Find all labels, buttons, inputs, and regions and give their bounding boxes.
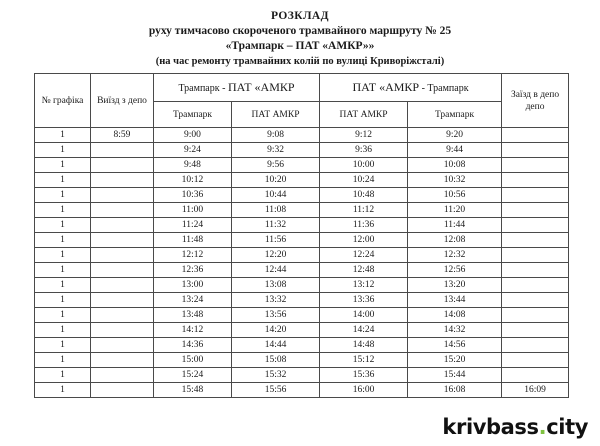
cell-amkr-departure: 12:24: [320, 248, 408, 263]
cell-trampark-arrival: 11:44: [408, 218, 502, 233]
table-row: [35, 353, 569, 368]
schedule-table: [34, 73, 569, 398]
table-row: [35, 323, 569, 338]
table-row: [35, 368, 569, 383]
cell-amkr-arrival: 11:56: [232, 233, 320, 248]
cell-amkr-departure: 10:24: [320, 173, 408, 188]
cell-depot-departure: [91, 383, 154, 398]
cell-amkr-arrival: 14:44: [232, 338, 320, 353]
cell-amkr-arrival: 13:32: [232, 293, 320, 308]
header-sub-amkr-departure: ПАТ АМКР: [320, 102, 408, 128]
cell-amkr-arrival: 10:44: [232, 188, 320, 203]
cell-depot-arrival: [502, 368, 569, 383]
table-row: [35, 338, 569, 353]
table-row: [35, 383, 569, 398]
cell-trampark-departure: 13:48: [154, 308, 232, 323]
cell-amkr-arrival: 12:20: [232, 248, 320, 263]
cell-graph-number: 1: [35, 248, 91, 263]
cell-trampark-arrival: 12:08: [408, 233, 502, 248]
cell-amkr-arrival: 15:32: [232, 368, 320, 383]
cell-amkr-departure: 11:36: [320, 218, 408, 233]
cell-depot-departure: [91, 323, 154, 338]
table-row: [35, 263, 569, 278]
cell-graph-number: 1: [35, 368, 91, 383]
cell-depot-departure: [91, 278, 154, 293]
cell-trampark-departure: 13:00: [154, 278, 232, 293]
cell-trampark-arrival: 10:32: [408, 173, 502, 188]
cell-amkr-departure: 14:00: [320, 308, 408, 323]
cell-depot-departure: [91, 293, 154, 308]
table-row: [35, 143, 569, 158]
cell-amkr-departure: 15:36: [320, 368, 408, 383]
header-group-back-from: ПАТ «АМКР: [352, 79, 420, 94]
cell-depot-arrival: [502, 293, 569, 308]
cell-trampark-arrival: 11:20: [408, 203, 502, 218]
cell-graph-number: 1: [35, 308, 91, 323]
cell-depot-arrival: [502, 248, 569, 263]
cell-amkr-departure: 12:48: [320, 263, 408, 278]
cell-depot-departure: [91, 218, 154, 233]
cell-graph-number: 1: [35, 218, 91, 233]
cell-graph-number: 1: [35, 233, 91, 248]
table-row: [35, 218, 569, 233]
cell-amkr-departure: 16:00: [320, 383, 408, 398]
cell-amkr-arrival: 12:44: [232, 263, 320, 278]
table-body: [35, 128, 569, 398]
cell-depot-departure: [91, 248, 154, 263]
cell-depot-departure: [91, 188, 154, 203]
cell-depot-arrival: [502, 128, 569, 143]
watermark-part-one: krivbass: [442, 415, 539, 439]
cell-trampark-arrival: 14:56: [408, 338, 502, 353]
cell-trampark-departure: 11:00: [154, 203, 232, 218]
cell-depot-departure: [91, 353, 154, 368]
cell-trampark-arrival: 12:32: [408, 248, 502, 263]
cell-graph-number: 1: [35, 353, 91, 368]
cell-depot-arrival: [502, 218, 569, 233]
cell-depot-departure: [91, 368, 154, 383]
cell-graph-number: 1: [35, 278, 91, 293]
cell-amkr-arrival: 9:32: [232, 143, 320, 158]
cell-trampark-departure: 14:12: [154, 323, 232, 338]
cell-trampark-departure: 10:12: [154, 173, 232, 188]
cell-depot-arrival: [502, 263, 569, 278]
cell-depot-departure: [91, 158, 154, 173]
cell-trampark-departure: 12:36: [154, 263, 232, 278]
header-sub-trampark-departure: Трампарк: [154, 102, 232, 128]
cell-trampark-departure: 15:24: [154, 368, 232, 383]
cell-amkr-arrival: 15:08: [232, 353, 320, 368]
cell-depot-departure: [91, 263, 154, 278]
cell-amkr-arrival: 9:08: [232, 128, 320, 143]
cell-trampark-departure: 15:48: [154, 383, 232, 398]
cell-depot-arrival: [502, 338, 569, 353]
cell-depot-arrival: [502, 308, 569, 323]
document-title-block: [0, 0, 600, 69]
cell-trampark-arrival: 9:44: [408, 143, 502, 158]
cell-amkr-departure: 10:00: [320, 158, 408, 173]
cell-depot-arrival: [502, 173, 569, 188]
cell-amkr-arrival: 10:20: [232, 173, 320, 188]
table-row: [35, 158, 569, 173]
cell-amkr-arrival: 11:08: [232, 203, 320, 218]
cell-amkr-arrival: 11:32: [232, 218, 320, 233]
cell-amkr-arrival: 9:56: [232, 158, 320, 173]
cell-amkr-arrival: 13:56: [232, 308, 320, 323]
header-group-back: [320, 74, 502, 102]
table-row: [35, 128, 569, 143]
cell-depot-arrival: 16:09: [502, 383, 569, 398]
cell-graph-number: 1: [35, 158, 91, 173]
cell-trampark-departure: 9:24: [154, 143, 232, 158]
schedule-table-wrapper: [34, 73, 568, 398]
cell-depot-departure: [91, 308, 154, 323]
title-subtitle-route: руху тимчасово скороченого трамвайного маршруту № 25: [148, 25, 452, 37]
table-row: [35, 248, 569, 263]
cell-amkr-arrival: 13:08: [232, 278, 320, 293]
header-group-forward: [154, 74, 320, 102]
cell-trampark-arrival: 15:20: [408, 353, 502, 368]
header-depot-departure: Виїзд з депо: [91, 74, 154, 128]
cell-amkr-departure: 15:12: [320, 353, 408, 368]
cell-graph-number: 1: [35, 338, 91, 353]
cell-trampark-departure: 9:48: [154, 158, 232, 173]
cell-graph-number: 1: [35, 203, 91, 218]
cell-depot-arrival: [502, 188, 569, 203]
table-row: [35, 278, 569, 293]
page-title: РОЗКЛАД: [271, 10, 329, 22]
cell-depot-departure: [91, 143, 154, 158]
cell-trampark-arrival: 13:44: [408, 293, 502, 308]
table-row: [35, 173, 569, 188]
cell-trampark-departure: 12:12: [154, 248, 232, 263]
header-depot-arrival: Заїзд в депо депо: [502, 74, 569, 128]
cell-trampark-arrival: 15:44: [408, 368, 502, 383]
cell-trampark-arrival: 14:32: [408, 323, 502, 338]
table-row: [35, 188, 569, 203]
title-note: (на час ремонту трамвайних колій по вулиці Криворіжсталі): [155, 56, 445, 67]
cell-trampark-departure: 9:00: [154, 128, 232, 143]
header-group-forward-to: ПАТ «АМКР: [227, 79, 295, 94]
cell-depot-departure: [91, 233, 154, 248]
cell-amkr-departure: 10:48: [320, 188, 408, 203]
cell-graph-number: 1: [35, 128, 91, 143]
cell-trampark-departure: 11:24: [154, 218, 232, 233]
header-group-back-to: - Трампарк: [419, 82, 469, 94]
cell-depot-departure: [91, 338, 154, 353]
cell-depot-arrival: [502, 353, 569, 368]
header-graph-number: № графіка: [35, 74, 91, 128]
cell-trampark-departure: 14:36: [154, 338, 232, 353]
cell-trampark-departure: 13:24: [154, 293, 232, 308]
cell-amkr-arrival: 14:20: [232, 323, 320, 338]
cell-graph-number: 1: [35, 323, 91, 338]
table-row: [35, 233, 569, 248]
table-row: [35, 308, 569, 323]
cell-trampark-departure: 10:36: [154, 188, 232, 203]
cell-graph-number: 1: [35, 173, 91, 188]
cell-trampark-departure: 11:48: [154, 233, 232, 248]
cell-amkr-departure: 13:12: [320, 278, 408, 293]
cell-amkr-arrival: 15:56: [232, 383, 320, 398]
cell-graph-number: 1: [35, 293, 91, 308]
cell-graph-number: 1: [35, 188, 91, 203]
cell-trampark-arrival: 9:20: [408, 128, 502, 143]
cell-depot-arrival: [502, 143, 569, 158]
header-sub-trampark-arrival: Трампарк: [408, 102, 502, 128]
header-sub-amkr-arrival: ПАТ АМКР: [232, 102, 320, 128]
cell-trampark-arrival: 12:56: [408, 263, 502, 278]
cell-depot-arrival: [502, 323, 569, 338]
cell-graph-number: 1: [35, 383, 91, 398]
cell-amkr-departure: 14:24: [320, 323, 408, 338]
site-watermark: [442, 417, 588, 438]
cell-amkr-departure: 9:36: [320, 143, 408, 158]
cell-trampark-departure: 15:00: [154, 353, 232, 368]
cell-trampark-arrival: 14:08: [408, 308, 502, 323]
header-group-forward-from: Трампарк -: [178, 82, 228, 94]
cell-depot-departure: [91, 173, 154, 188]
watermark-part-two: city: [546, 415, 588, 439]
table-row: [35, 203, 569, 218]
cell-amkr-departure: 12:00: [320, 233, 408, 248]
cell-depot-departure: 8:59: [91, 128, 154, 143]
cell-amkr-departure: 9:12: [320, 128, 408, 143]
table-header: [35, 74, 569, 128]
cell-depot-arrival: [502, 233, 569, 248]
cell-depot-arrival: [502, 203, 569, 218]
cell-trampark-arrival: 10:56: [408, 188, 502, 203]
cell-depot-arrival: [502, 278, 569, 293]
cell-graph-number: 1: [35, 143, 91, 158]
title-route-name: «Трампарк – ПАТ «АМКР»»: [225, 40, 375, 52]
cell-amkr-departure: 14:48: [320, 338, 408, 353]
cell-trampark-arrival: 13:20: [408, 278, 502, 293]
table-row: [35, 293, 569, 308]
cell-graph-number: 1: [35, 263, 91, 278]
cell-depot-arrival: [502, 158, 569, 173]
cell-trampark-arrival: 16:08: [408, 383, 502, 398]
cell-trampark-arrival: 10:08: [408, 158, 502, 173]
cell-depot-departure: [91, 203, 154, 218]
cell-amkr-departure: 13:36: [320, 293, 408, 308]
table-header-row-groups: [35, 74, 569, 102]
watermark-dot: .: [538, 415, 547, 439]
cell-amkr-departure: 11:12: [320, 203, 408, 218]
